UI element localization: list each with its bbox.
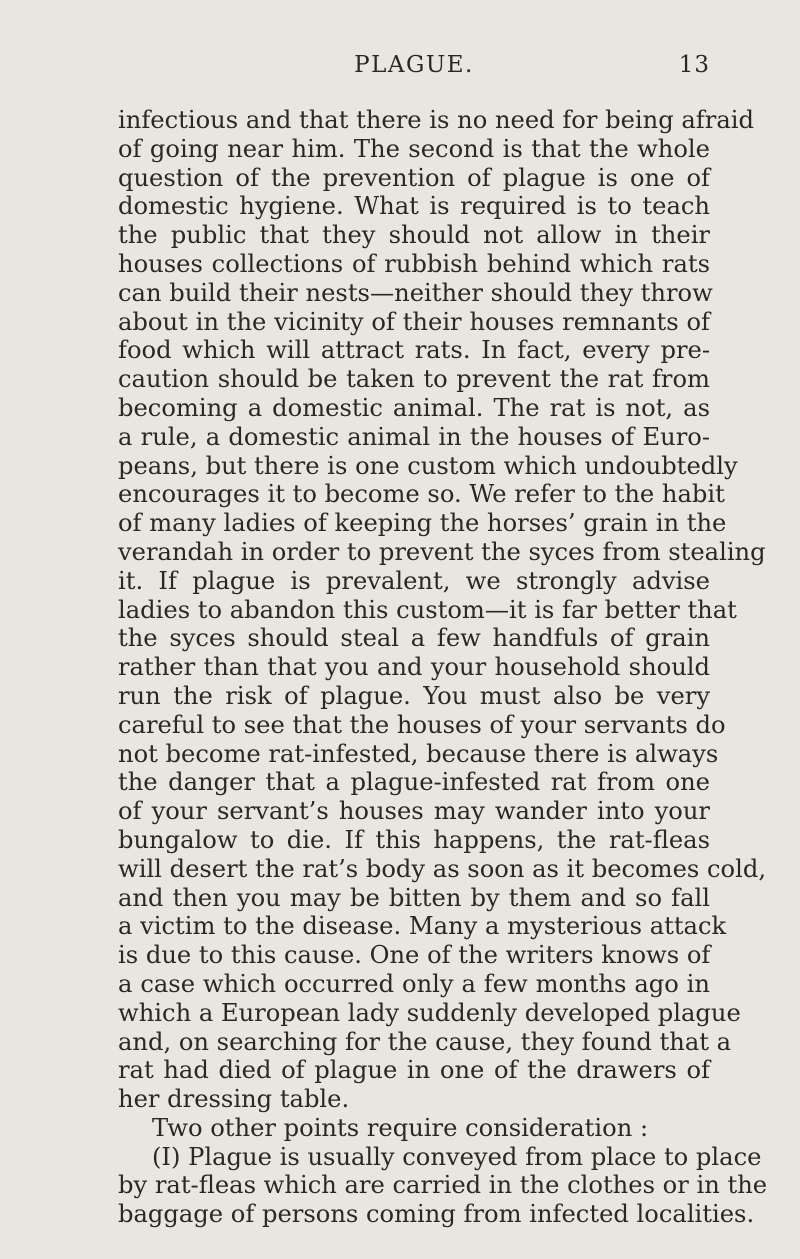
- text-line: which a European lady suddenly developed plague: [118, 998, 741, 1027]
- text-line: (I) Plague is usually conveyed from place to place: [152, 1142, 762, 1171]
- text-line: a case which occurred only a few months ago in: [118, 969, 710, 998]
- text-line: infectious and that there is no need for being afraid: [118, 106, 754, 134]
- text-line: about in the vicinity of their houses remnants of: [118, 307, 710, 336]
- text-line: encourages it to become so. We refer to the habit: [118, 480, 725, 509]
- text-line: careful to see that the houses of your servants do: [118, 710, 726, 739]
- text-line: domestic hygiene. What is required is to teach: [118, 192, 710, 221]
- text-line: caution should be taken to prevent the rat from: [118, 365, 710, 394]
- text-line: verandah in order to prevent the syces from stealing: [118, 537, 766, 566]
- text-line: rather than that you and your household should: [118, 653, 710, 682]
- text-line: a rule, a domestic animal in the houses of Euro-: [118, 422, 710, 451]
- text-line: can build their nests—neither should they throw: [118, 278, 713, 307]
- text-line: becoming a domestic animal. The rat is not, as: [118, 393, 710, 422]
- text-line: of your servant’s houses may wander into your: [118, 797, 710, 826]
- text-line: not become rat-infested, because there is always: [118, 739, 719, 768]
- text-line: the syces should steal a few handfuls of grain: [118, 624, 710, 653]
- text-line: Two other points require consideration :: [152, 1113, 649, 1142]
- running-head-title: PLAGUE.: [354, 52, 474, 78]
- text-line: run the risk of plague. You must also be very: [118, 681, 710, 710]
- text-line: question of the prevention of plague is one of: [118, 163, 710, 192]
- text-line: peans, but there is one custom which undoubtedly: [118, 451, 738, 480]
- text-line: of many ladies of keeping the horses’ grain in the: [118, 509, 727, 538]
- text-line: her dressing table.: [118, 1085, 350, 1114]
- running-head: [118, 52, 710, 88]
- body-text: [118, 106, 768, 1229]
- text-line: by rat-fleas which are carried in the clothes or in the: [118, 1171, 768, 1200]
- text-line: ladies to abandon this custom—it is far better that: [118, 595, 737, 624]
- text-line: food which will attract rats. In fact, every pre-: [118, 336, 710, 365]
- text-line: the danger that a plague-infested rat from one: [118, 768, 710, 797]
- text-line: bungalow to die. If this happens, the rat-fleas: [118, 825, 710, 854]
- text-line: houses collections of rubbish behind which rats: [118, 249, 710, 278]
- text-line: is due to this cause. One of the writers knows of: [118, 941, 711, 970]
- text-line: rat had died of plague in one of the drawers of: [118, 1056, 710, 1085]
- text-line: and, on searching for the cause, they found that a: [118, 1027, 732, 1056]
- text-line: baggage of persons coming from infected localities.: [118, 1200, 755, 1229]
- text-line: the public that they should not allow in their: [118, 221, 710, 250]
- text-line: of going near him. The second is that the whole: [118, 134, 710, 163]
- text-line: it. If plague is prevalent, we strongly advise: [118, 566, 710, 595]
- page-number: 13: [678, 52, 710, 78]
- text-line: and then you may be bitten by them and so fall: [118, 883, 710, 912]
- text-line: will desert the rat’s body as soon as it becomes cold,: [118, 854, 767, 883]
- text-line: a victim to the disease. Many a mysterious attack: [118, 912, 727, 941]
